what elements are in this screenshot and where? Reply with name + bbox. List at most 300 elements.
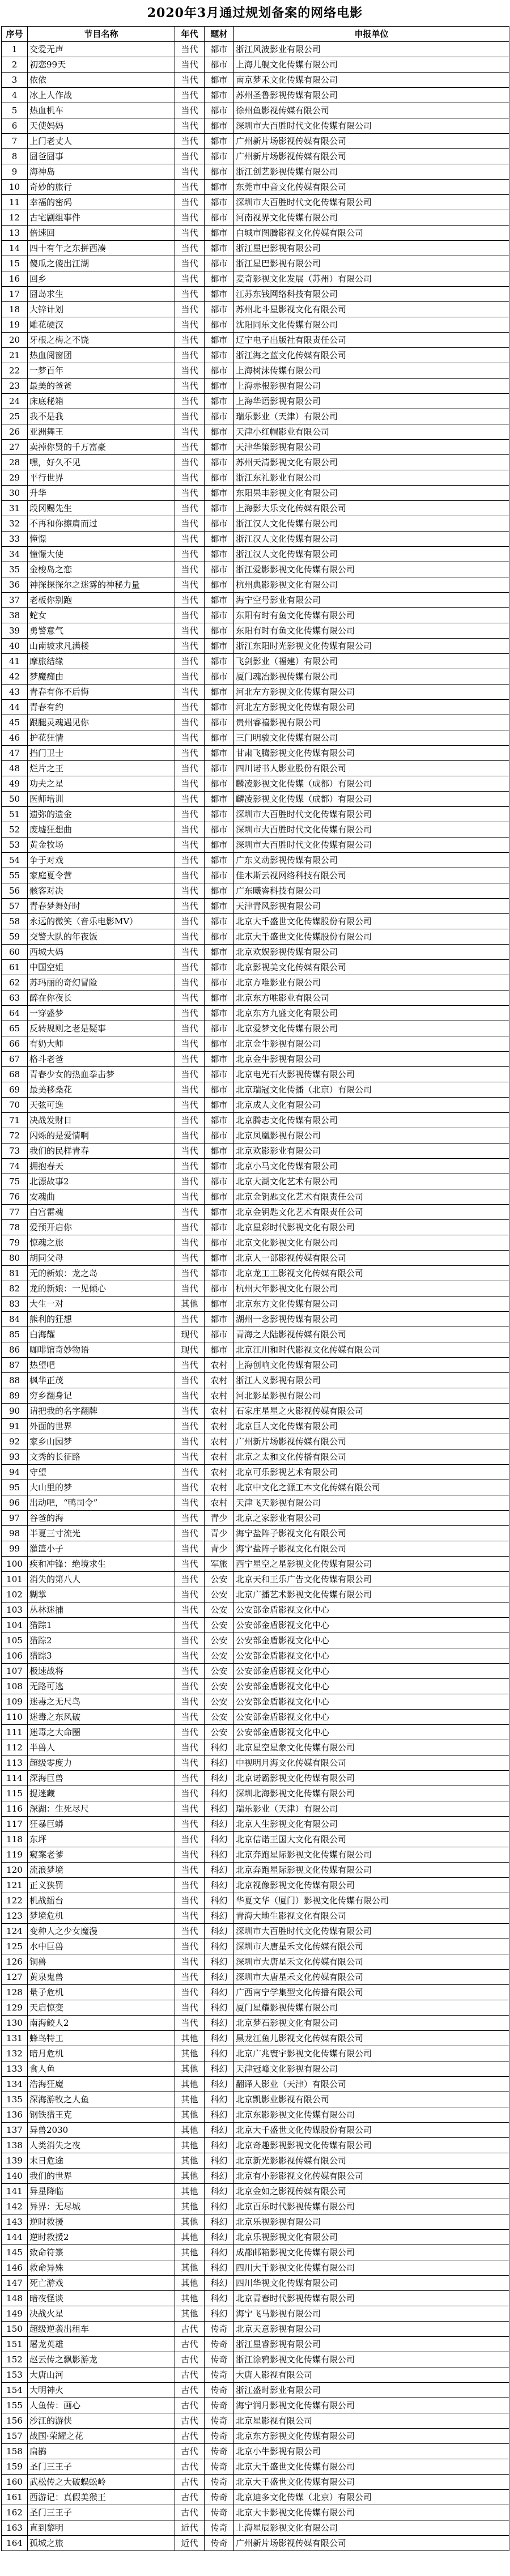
cell-era: 当代 — [175, 241, 205, 256]
cell-program-name: 烂片之王 — [28, 761, 175, 776]
cell-index: 37 — [2, 593, 28, 608]
cell-program-name: 天使妈妈 — [28, 118, 175, 134]
cell-program-name: 黄泉鬼兽 — [28, 1970, 175, 1985]
cell-genre: 农村 — [205, 1465, 234, 1480]
cell-genre: 都市 — [205, 868, 234, 883]
cell-genre: 农村 — [205, 1373, 234, 1388]
cell-index: 83 — [2, 1296, 28, 1312]
cell-genre: 科幻 — [205, 1893, 234, 1908]
table-row — [2, 1434, 509, 1449]
cell-applicant: 湖州一念影视传媒有限公司 — [234, 1312, 509, 1327]
cell-program-name: 老板你别跑 — [28, 593, 175, 608]
cell-era: 其他 — [175, 2276, 205, 2291]
cell-index: 4 — [2, 88, 28, 103]
cell-program-name: 浩海狂魔 — [28, 2077, 175, 2092]
cell-era: 当代 — [175, 1082, 205, 1098]
cell-applicant: 北京欢娱影视传媒有限公司 — [234, 945, 509, 960]
cell-genre: 都市 — [205, 1144, 234, 1159]
cell-genre: 都市 — [205, 226, 234, 241]
cell-applicant: 公安部金盾影视文化中心 — [234, 1694, 509, 1710]
cell-applicant: 辽宁电子出版社有限责任公司 — [234, 333, 509, 348]
cell-index: 149 — [2, 2306, 28, 2322]
cell-applicant: 东阳有时有鱼文化传媒有限公司 — [234, 623, 509, 639]
cell-applicant: 深圳市大百胜时代文化传媒有限公司 — [234, 822, 509, 838]
table-row — [2, 2306, 509, 2322]
table-row — [2, 256, 509, 271]
cell-index: 43 — [2, 685, 28, 700]
cell-program-name: 苏玛丽的奇幻冒险 — [28, 975, 175, 991]
cell-program-name: 初恋99天 — [28, 57, 175, 73]
cell-era: 当代 — [175, 118, 205, 134]
cell-genre: 都市 — [205, 1036, 234, 1052]
cell-index: 142 — [2, 2199, 28, 2214]
cell-index: 66 — [2, 1036, 28, 1052]
cell-era: 当代 — [175, 1939, 205, 1954]
cell-program-name: 猎踪1 — [28, 1618, 175, 1633]
cell-genre: 传奇 — [205, 2429, 234, 2444]
cell-era: 近代 — [175, 2520, 205, 2536]
cell-program-name: 出动吧，“鸭司令” — [28, 1495, 175, 1511]
table-row — [2, 302, 509, 317]
table-row — [2, 2291, 509, 2306]
table-row — [2, 654, 509, 669]
cell-genre: 都市 — [205, 914, 234, 929]
table-row — [2, 715, 509, 730]
cell-genre: 都市 — [205, 608, 234, 623]
cell-program-name: 海神岛 — [28, 164, 175, 180]
cell-program-name: 猎踪3 — [28, 1648, 175, 1664]
cell-era: 古代 — [175, 2398, 205, 2413]
cell-program-name: 古宅剧组事件 — [28, 210, 175, 226]
cell-genre: 传奇 — [205, 2398, 234, 2413]
cell-era: 当代 — [175, 914, 205, 929]
table-row — [2, 2367, 509, 2383]
table-row — [2, 1924, 509, 1939]
cell-applicant: 海宁盐阵子影视文化有限公司 — [234, 1526, 509, 1541]
cell-index: 163 — [2, 2520, 28, 2536]
cell-genre: 都市 — [205, 149, 234, 164]
cell-genre: 科幻 — [205, 1924, 234, 1939]
cell-index: 155 — [2, 2398, 28, 2413]
table-row — [2, 1633, 509, 1648]
cell-program-name: 奇妙的旅行 — [28, 180, 175, 195]
cell-applicant: 浙江星巴影视有限公司 — [234, 256, 509, 271]
cell-program-name: 囧岛求生 — [28, 287, 175, 302]
cell-program-name: 床底秘箱 — [28, 394, 175, 409]
cell-era: 当代 — [175, 1587, 205, 1602]
table-row — [2, 730, 509, 746]
cell-genre: 公安 — [205, 1602, 234, 1618]
cell-index: 6 — [2, 118, 28, 134]
cell-genre: 农村 — [205, 1495, 234, 1511]
cell-index: 61 — [2, 960, 28, 975]
cell-index: 57 — [2, 899, 28, 914]
table-row — [2, 42, 509, 57]
cell-applicant: 浙江汉人文化传媒有限公司 — [234, 532, 509, 547]
cell-applicant: 北京奔跑星际影视文化传媒有限公司 — [234, 1847, 509, 1863]
cell-era: 当代 — [175, 1159, 205, 1174]
table-row — [2, 501, 509, 516]
cell-applicant: 四川华视文化传媒有限公司 — [234, 2276, 509, 2291]
cell-index: 103 — [2, 1602, 28, 1618]
cell-applicant: 北京文化影视文化有限公司 — [234, 1235, 509, 1251]
cell-genre: 都市 — [205, 975, 234, 991]
cell-applicant: 北京东方九盛文化有限公司 — [234, 1006, 509, 1021]
cell-genre: 都市 — [205, 1205, 234, 1220]
table-row — [2, 1725, 509, 1740]
cell-program-name: 迷毒之东风破 — [28, 1710, 175, 1725]
cell-genre: 青少 — [205, 1511, 234, 1526]
cell-program-name: 家庭夏令营 — [28, 868, 175, 883]
cell-program-name: 龙的新娘：一见倾心 — [28, 1281, 175, 1296]
cell-era: 当代 — [175, 516, 205, 532]
table-row — [2, 1664, 509, 1679]
cell-index: 56 — [2, 883, 28, 899]
cell-index: 48 — [2, 761, 28, 776]
cell-era: 当代 — [175, 593, 205, 608]
cell-era: 当代 — [175, 991, 205, 1006]
cell-era: 其他 — [175, 2260, 205, 2276]
table-row — [2, 1495, 509, 1511]
cell-genre: 公安 — [205, 1725, 234, 1740]
cell-genre: 都市 — [205, 639, 234, 654]
cell-genre: 都市 — [205, 838, 234, 853]
cell-genre: 都市 — [205, 669, 234, 685]
cell-genre: 都市 — [205, 1006, 234, 1021]
table-row — [2, 409, 509, 424]
cell-era: 其他 — [175, 2107, 205, 2123]
table-row — [2, 2061, 509, 2077]
cell-genre: 都市 — [205, 333, 234, 348]
cell-index: 81 — [2, 1266, 28, 1281]
cell-program-name: 青春少女的热血拳击梦 — [28, 1067, 175, 1082]
cell-era: 其他 — [175, 2046, 205, 2061]
cell-genre: 都市 — [205, 1159, 234, 1174]
cell-program-name: 丛林迷捕 — [28, 1602, 175, 1618]
table-row — [2, 1817, 509, 1832]
cell-index: 147 — [2, 2276, 28, 2291]
cell-index: 3 — [2, 73, 28, 88]
table-row — [2, 1863, 509, 1878]
cell-genre: 都市 — [205, 1220, 234, 1235]
cell-era: 当代 — [175, 761, 205, 776]
cell-applicant: 河北左方影视文化传媒有限公司 — [234, 700, 509, 715]
cell-program-name: 闪烁的是爱情啊 — [28, 1128, 175, 1144]
cell-index: 44 — [2, 700, 28, 715]
cell-index: 144 — [2, 2230, 28, 2245]
cell-program-name: 钢铁猎王克 — [28, 2107, 175, 2123]
cell-program-name: 咖啡馆奇妙物语 — [28, 1342, 175, 1358]
cell-index: 109 — [2, 1694, 28, 1710]
cell-index: 2 — [2, 57, 28, 73]
cell-program-name: 变种人之少女魔漫 — [28, 1924, 175, 1939]
cell-genre: 都市 — [205, 486, 234, 501]
cell-genre: 都市 — [205, 1296, 234, 1312]
cell-index: 58 — [2, 914, 28, 929]
cell-applicant: 广州新片场影视传媒有限公司 — [234, 1434, 509, 1449]
table-header-row — [2, 27, 509, 42]
table-row — [2, 1159, 509, 1174]
cell-program-name: 白海耀 — [28, 1327, 175, 1342]
cell-era: 其他 — [175, 2138, 205, 2153]
cell-program-name: 憧憬 — [28, 532, 175, 547]
cell-program-name: 铜兽 — [28, 1954, 175, 1970]
cell-index: 76 — [2, 1189, 28, 1205]
cell-genre: 公安 — [205, 1618, 234, 1633]
cell-era: 当代 — [175, 1205, 205, 1220]
cell-program-name: 深海游牧之人鱼 — [28, 2092, 175, 2107]
cell-applicant: 河南视界文化传媒有限公司 — [234, 210, 509, 226]
cell-genre: 都市 — [205, 302, 234, 317]
cell-applicant: 浙江风波影业有限公司 — [234, 42, 509, 57]
cell-index: 71 — [2, 1113, 28, 1128]
cell-program-name: 青春有约 — [28, 700, 175, 715]
table-row — [2, 1511, 509, 1526]
cell-index: 143 — [2, 2214, 28, 2230]
cell-era: 当代 — [175, 608, 205, 623]
cell-index: 156 — [2, 2413, 28, 2429]
cell-program-name: 白宫雷魂 — [28, 1205, 175, 1220]
cell-genre: 科幻 — [205, 1908, 234, 1924]
cell-applicant: 公安部金盾影视文化中心 — [234, 1725, 509, 1740]
cell-index: 94 — [2, 1465, 28, 1480]
cell-era: 当代 — [175, 639, 205, 654]
table-row — [2, 1144, 509, 1159]
table-row — [2, 1006, 509, 1021]
table-row — [2, 210, 509, 226]
cell-applicant: 苏州北斗星影视文化有限公司 — [234, 302, 509, 317]
cell-program-name: 依依 — [28, 73, 175, 88]
cell-applicant: 北京百乐时代影视传媒有限公司 — [234, 2199, 509, 2214]
cell-program-name: 嘿，好久不见 — [28, 455, 175, 470]
cell-era: 当代 — [175, 1847, 205, 1863]
cell-program-name: 中国空姐 — [28, 960, 175, 975]
cell-genre: 科幻 — [205, 1878, 234, 1893]
table-row — [2, 333, 509, 348]
cell-applicant: 公安部金盾影视文化中心 — [234, 1710, 509, 1725]
cell-genre: 科幻 — [205, 1847, 234, 1863]
cell-index: 151 — [2, 2337, 28, 2352]
cell-applicant: 东阳有时有鱼文化传媒有限公司 — [234, 608, 509, 623]
cell-era: 当代 — [175, 1541, 205, 1557]
cell-genre: 都市 — [205, 593, 234, 608]
cell-program-name: 捉迷藏 — [28, 1786, 175, 1801]
cell-era: 当代 — [175, 1618, 205, 1633]
table-row — [2, 2383, 509, 2398]
cell-genre: 科幻 — [205, 2138, 234, 2153]
table-row — [2, 1985, 509, 2000]
cell-index: 86 — [2, 1342, 28, 1358]
cell-era: 当代 — [175, 210, 205, 226]
cell-genre: 科幻 — [205, 2306, 234, 2322]
table-row — [2, 1939, 509, 1954]
table-row — [2, 1557, 509, 1572]
cell-program-name: 交警大队的年夜饭 — [28, 929, 175, 945]
table-row — [2, 700, 509, 715]
cell-genre: 都市 — [205, 501, 234, 516]
cell-era: 古代 — [175, 2444, 205, 2459]
cell-applicant: 上海儿舰文化传媒有限公司 — [234, 57, 509, 73]
cell-era: 当代 — [175, 1021, 205, 1036]
cell-applicant: 北京金钥匙文化艺术有限责任公司 — [234, 1189, 509, 1205]
cell-applicant: 北京中文化之源工本文化传媒有限公司 — [234, 1480, 509, 1495]
table-row — [2, 149, 509, 164]
cell-index: 108 — [2, 1679, 28, 1694]
cell-index: 84 — [2, 1312, 28, 1327]
cell-applicant: 公安部金盾影视文化中心 — [234, 1602, 509, 1618]
cell-era: 当代 — [175, 1144, 205, 1159]
table-row — [2, 118, 509, 134]
cell-era: 当代 — [175, 195, 205, 210]
table-row — [2, 1970, 509, 1985]
cell-genre: 都市 — [205, 180, 234, 195]
cell-program-name: 迷毒之大命圈 — [28, 1725, 175, 1740]
cell-genre: 都市 — [205, 700, 234, 715]
cell-index: 125 — [2, 1939, 28, 1954]
cell-genre: 科幻 — [205, 1939, 234, 1954]
cell-era: 当代 — [175, 1235, 205, 1251]
cell-index: 152 — [2, 2352, 28, 2367]
cell-era: 其他 — [175, 2291, 205, 2306]
cell-era: 古代 — [175, 2322, 205, 2337]
cell-era: 其他 — [175, 2061, 205, 2077]
cell-era: 当代 — [175, 424, 205, 440]
table-row — [2, 929, 509, 945]
cell-genre: 科幻 — [205, 2230, 234, 2245]
table-row — [2, 1954, 509, 1970]
cell-applicant: 麟凌影视文化传媒（成都）有限公司 — [234, 776, 509, 792]
cell-applicant: 上海创响文化传媒有限公司 — [234, 1358, 509, 1373]
cell-applicant: 天津飞天影视有限公司 — [234, 1495, 509, 1511]
table-row — [2, 2337, 509, 2352]
cell-applicant: 石家庄星星之火影视传媒有限公司 — [234, 1404, 509, 1419]
cell-applicant: 北京欢影影业有限公司 — [234, 1144, 509, 1159]
table-row — [2, 164, 509, 180]
cell-genre: 都市 — [205, 792, 234, 807]
cell-era: 当代 — [175, 899, 205, 914]
cell-applicant: 北京大千盛世文化传媒有限公司 — [234, 2475, 509, 2490]
table-row — [2, 562, 509, 577]
table-row — [2, 1465, 509, 1480]
cell-applicant: 北京大湖文化艺术有限公司 — [234, 1174, 509, 1189]
cell-index: 158 — [2, 2444, 28, 2459]
cell-era: 当代 — [175, 929, 205, 945]
table-row — [2, 1587, 509, 1602]
cell-era: 当代 — [175, 501, 205, 516]
cell-index: 116 — [2, 1801, 28, 1817]
cell-era: 当代 — [175, 348, 205, 363]
cell-era: 当代 — [175, 226, 205, 241]
cell-applicant: 北京人一部影视传媒有限公司 — [234, 1251, 509, 1266]
cell-program-name: 外面的世界 — [28, 1419, 175, 1434]
table-row — [2, 455, 509, 470]
cell-index: 34 — [2, 547, 28, 562]
cell-index: 129 — [2, 2000, 28, 2016]
cell-genre: 都市 — [205, 256, 234, 271]
table-row — [2, 2505, 509, 2520]
cell-program-name: 大唐山河 — [28, 2367, 175, 2383]
cell-index: 12 — [2, 210, 28, 226]
table-row — [2, 1618, 509, 1633]
cell-index: 106 — [2, 1648, 28, 1664]
cell-applicant: 青海之大陆影视传媒有限公司 — [234, 1327, 509, 1342]
cell-applicant: 四川大千影视文化传媒有限公司 — [234, 2260, 509, 2276]
cell-index: 64 — [2, 1006, 28, 1021]
cell-genre: 都市 — [205, 853, 234, 868]
cell-applicant: 深圳北海影视文化传媒有限公司 — [234, 1786, 509, 1801]
cell-applicant: 上海星辰影视文化有限公司 — [234, 2520, 509, 2536]
cell-genre: 科幻 — [205, 1755, 234, 1771]
cell-index: 25 — [2, 409, 28, 424]
table-row — [2, 2199, 509, 2214]
cell-genre: 科幻 — [205, 2107, 234, 2123]
cell-index: 95 — [2, 1480, 28, 1495]
table-row — [2, 2153, 509, 2169]
cell-genre: 都市 — [205, 899, 234, 914]
table-row — [2, 1832, 509, 1847]
cell-applicant: 北京大卡影视文化传媒有限公司 — [234, 2505, 509, 2520]
table-row — [2, 379, 509, 394]
cell-program-name: 深湖：生死尽尺 — [28, 1801, 175, 1817]
cell-applicant: 厦门魂冶影视传媒有限公司 — [234, 669, 509, 685]
cell-applicant: 北京成人文化有限公司 — [234, 1098, 509, 1113]
cell-genre: 科幻 — [205, 1954, 234, 1970]
cell-applicant: 三门明骏文化传媒有限公司 — [234, 730, 509, 746]
table-row — [2, 532, 509, 547]
cell-program-name: 傻瓜之傻出江湖 — [28, 256, 175, 271]
table-row — [2, 1036, 509, 1052]
cell-applicant: 北京星影视有限公司 — [234, 2413, 509, 2429]
cell-genre: 都市 — [205, 88, 234, 103]
table-row — [2, 868, 509, 883]
cell-index: 24 — [2, 394, 28, 409]
cell-index: 130 — [2, 2016, 28, 2031]
cell-applicant: 北京金如之影视传媒有限公司 — [234, 2184, 509, 2199]
cell-index: 154 — [2, 2383, 28, 2398]
filing-table — [1, 26, 509, 2551]
cell-index: 36 — [2, 577, 28, 593]
cell-program-name: 段冈赐先生 — [28, 501, 175, 516]
cell-era: 当代 — [175, 1970, 205, 1985]
cell-genre: 科幻 — [205, 2123, 234, 2138]
cell-era: 当代 — [175, 1220, 205, 1235]
cell-index: 21 — [2, 348, 28, 363]
cell-program-name: 医师培训 — [28, 792, 175, 807]
cell-applicant: 浙江爱影影视文化传媒有限公司 — [234, 562, 509, 577]
cell-program-name: 青春梦舞好时 — [28, 899, 175, 914]
cell-genre: 都市 — [205, 1342, 234, 1358]
cell-applicant: 上海影大乐文化传媒有限公司 — [234, 501, 509, 516]
cell-program-name: 四十有午之东拼西凑 — [28, 241, 175, 256]
cell-genre: 公安 — [205, 1572, 234, 1587]
cell-era: 当代 — [175, 669, 205, 685]
cell-program-name: 遗弥的遗金 — [28, 807, 175, 822]
cell-applicant: 大唐人影视有限公司 — [234, 2367, 509, 2383]
cell-era: 当代 — [175, 746, 205, 761]
cell-index: 105 — [2, 1633, 28, 1648]
cell-era: 其他 — [175, 2169, 205, 2184]
cell-index: 19 — [2, 317, 28, 333]
cell-program-name: 文秀的长征路 — [28, 1449, 175, 1465]
cell-program-name: 争于对戏 — [28, 853, 175, 868]
table-row — [2, 424, 509, 440]
cell-applicant: 北京东方唯影业有限公司 — [234, 991, 509, 1006]
cell-index: 101 — [2, 1572, 28, 1587]
cell-genre: 都市 — [205, 883, 234, 899]
cell-index: 42 — [2, 669, 28, 685]
cell-index: 161 — [2, 2490, 28, 2505]
cell-era: 当代 — [175, 1174, 205, 1189]
